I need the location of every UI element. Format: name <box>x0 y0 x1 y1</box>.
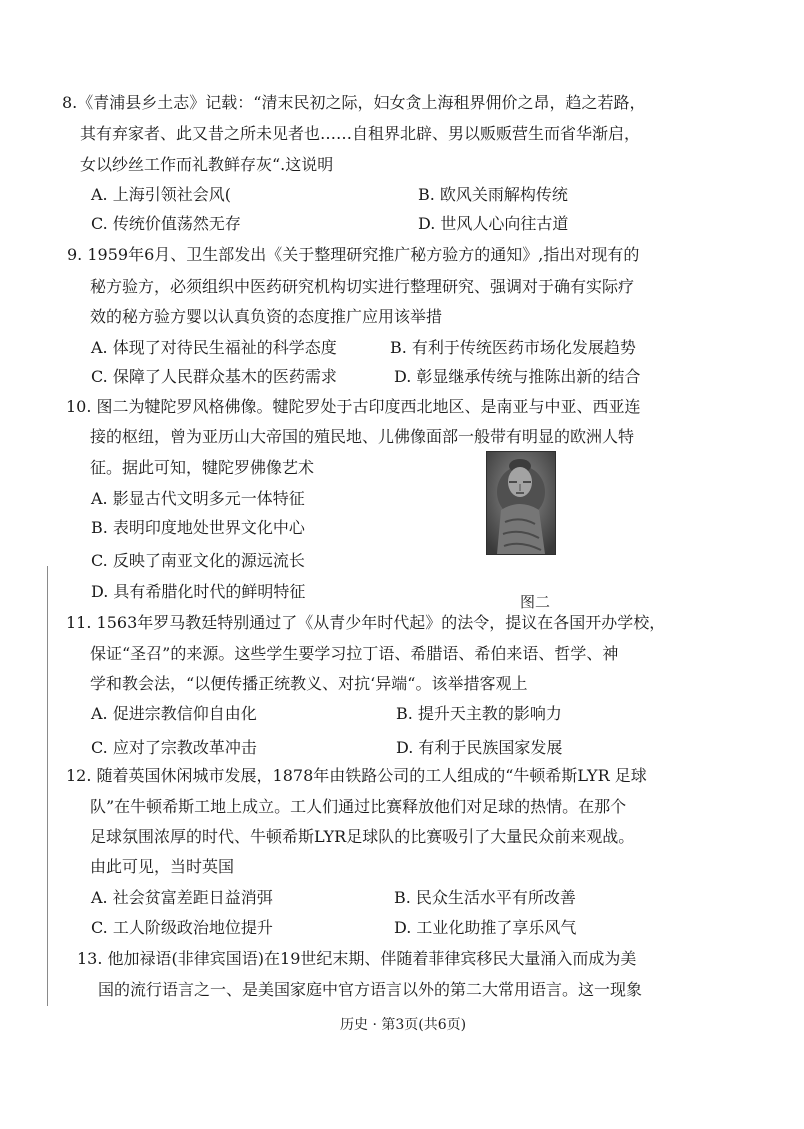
q10-stem-line-3: 征。据此可知，犍陀罗佛像艺术 <box>90 458 315 477</box>
q9-option-a: A. 体现了对待民生福祉的科学态度 <box>91 338 337 357</box>
q11-option-c: C. 应对了宗教改革冲击 <box>91 738 257 757</box>
margin-rule <box>47 566 48 1006</box>
q13-stem-line-1: 13. 他加禄语(非律宾国语)在19世纪末期、伴随着菲律宾移民大量涌入而成为美 <box>77 949 637 968</box>
q11-option-d: D. 有利于民族国家发展 <box>396 738 563 757</box>
q13-stem-line-2: 国的流行语言之一、是美国家庭中官方语言以外的第二大常用语言。这一现象 <box>98 980 643 999</box>
figure-caption: 图二 <box>520 593 551 611</box>
q12-option-d: D. 工业化助推了享乐风气 <box>394 918 577 937</box>
q8-option-a: A. 上海引领社会风( <box>91 185 231 204</box>
q9-stem-line-3: 效的秘方验方婴以认真负资的态度推广应用该举措 <box>90 307 443 326</box>
q8-option-b: B. 欧风关雨解构传统 <box>418 185 568 204</box>
q8-option-c: C. 传统价值荡然无存 <box>91 214 241 233</box>
q8-option-d: D. 世风人心向往古道 <box>418 214 569 233</box>
q12-option-a: A. 社会贫富差距日益消弭 <box>91 888 273 907</box>
q8-stem-line-1: 8.《青浦县乡土志》记载：“清末民初之际，妇女贪上海租界佣价之昂，趋之若路， <box>62 93 646 112</box>
q9-option-b: B. 有利于传统医药市场化发展趋势 <box>390 338 636 357</box>
q11-stem-line-2: 保证“圣召”的来源。这些学生要学习拉丁语、希腊语、希伯来语、哲学、神 <box>90 644 619 663</box>
gandhara-buddha-photo <box>486 451 556 555</box>
page-footer: 历史 · 第3页(共6页) <box>340 1017 467 1033</box>
q12-option-c: C. 工人阶级政治地位提升 <box>91 918 273 937</box>
q10-stem-line-2: 接的枢纽，曾为亚历山大帝国的殖民地、儿佛像面部一般带有明显的欧洲人特 <box>90 427 635 446</box>
q9-option-c: C. 保障了人民群众基木的医药需求 <box>91 367 337 386</box>
q9-stem-line-1: 9. 1959年6月、卫生部发出《关于整理研究推广秘方验方的通知》,指出对现有的 <box>67 245 640 264</box>
q8-stem-line-3: 女以纱丝工作而礼教鲜存灰“.这说明 <box>80 155 334 174</box>
q10-option-a: A. 影显古代文明多元一体特征 <box>91 489 305 508</box>
q9-stem-line-2: 秘方验方，必须组织中医药研究机构切实进行整理研究、强调对于确有实际疗 <box>90 277 635 296</box>
q12-option-b: B. 民众生活水平有所改善 <box>394 888 576 907</box>
q12-stem-line-2: 队”在牛顿希斯工地上成立。工人们通过比赛释放他们对足球的热情。在那个 <box>90 797 627 816</box>
q11-stem-line-1: 11. 1563年罗马教廷特别通过了《从青少年时代起》的法令，提议在各国开办学校， <box>66 613 666 632</box>
q10-option-b: B. 表明印度地处世界文化中心 <box>91 518 305 537</box>
q10-option-c: C. 反映了南亚文化的源远流长 <box>91 551 305 570</box>
q12-stem-line-4: 由此可见，当时英国 <box>90 857 235 876</box>
q11-option-a: A. 促进宗教信仰自由化 <box>91 704 257 723</box>
q11-stem-line-3: 学和教会法，“以便传播正统教义、对抗‘异端“。该举措客观上 <box>90 674 528 693</box>
q11-option-b: B. 提升天主教的影响力 <box>396 704 562 723</box>
q10-stem-line-1: 10. 图二为犍陀罗风格佛像。犍陀罗处于古印度西北地区、是南亚与中亚、西亚连 <box>66 397 641 416</box>
q9-option-d: D. 彰显继承传统与推陈出新的结合 <box>394 367 641 386</box>
q12-stem-line-1: 12. 随着英国休闲城市发展，1878年由铁路公司的工人组成的“牛顿希斯LYR 足球 <box>66 766 647 785</box>
q12-stem-line-3: 足球氛围浓厚的时代、牛顿希斯LYR足球队的比赛吸引了大量民众前来观战。 <box>90 827 635 846</box>
q10-option-d: D. 具有希腊化时代的鲜明特征 <box>91 582 306 601</box>
q8-stem-line-2: 其有弃家者、此又昔之所未见者也……自租界北辟、男以贩贩营生而省华渐启， <box>80 124 641 143</box>
